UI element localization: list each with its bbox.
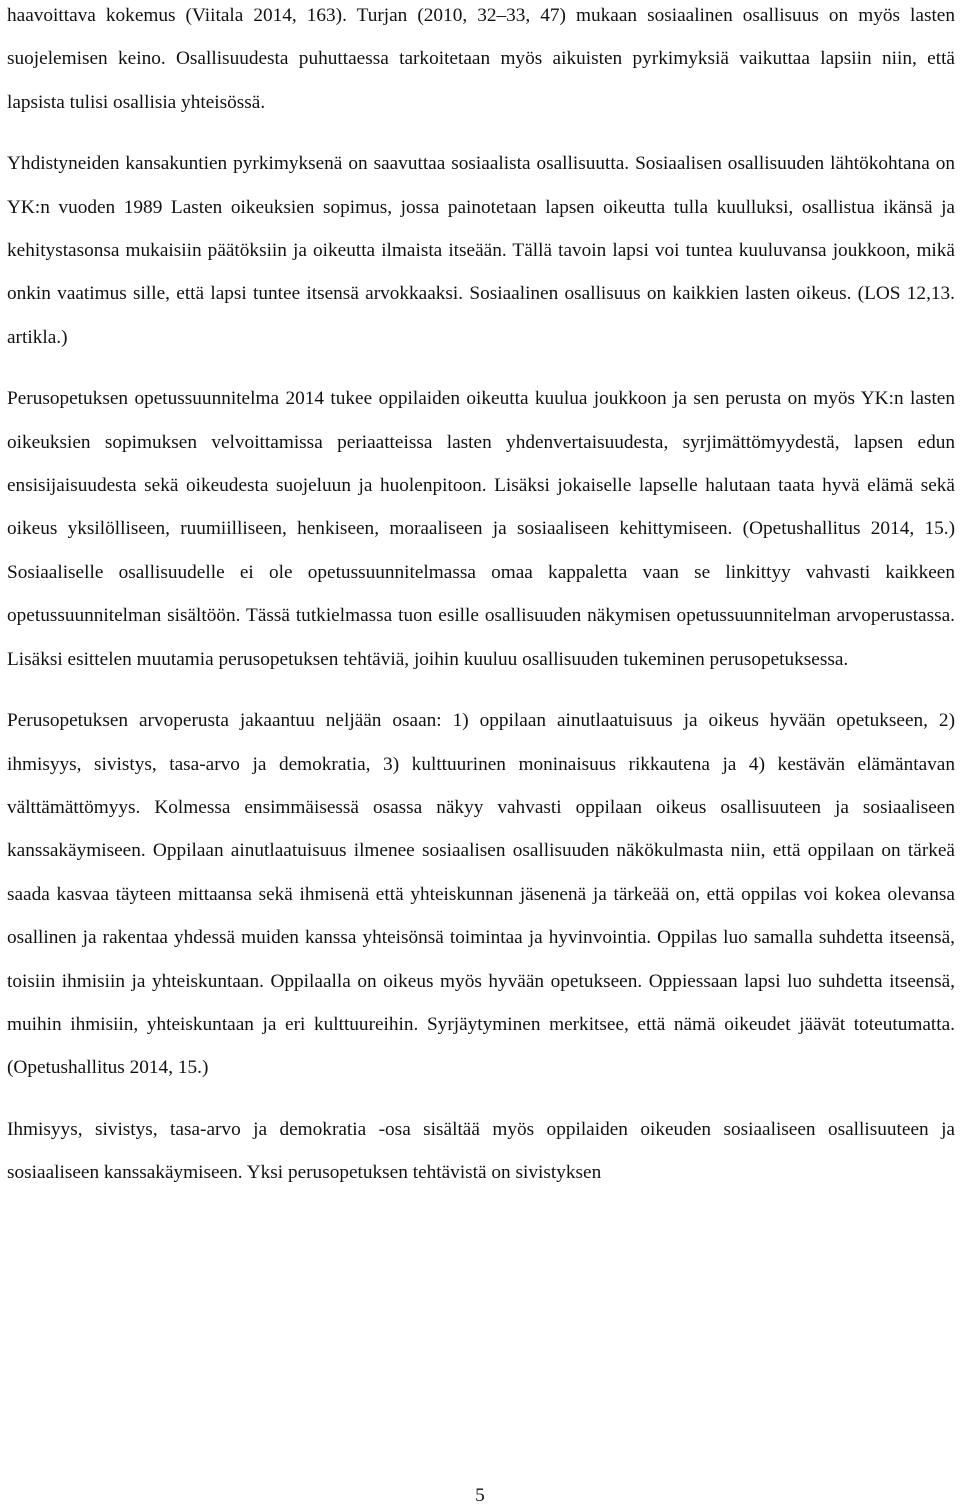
paragraph-3: Perusopetuksen opetussuunnitelma 2014 tukee oppilaiden oikeutta kuulua joukkoon ja sen perusta on myös YK:n lasten oikeuksien sopimuksen velvoittamissa periaatteissa lasten yhdenvertaisuudesta, syrjimättömyydestä, lapsen edun ensisijaisuudesta sekä oikeudesta suojeluun ja huolenpitoon. Lisäksi jokaiselle lapselle halutaan taata hyvä elämä sekä oikeus yksilölliseen, ruumiilliseen, henkiseen, moraaliseen ja sosiaaliseen kehittymiseen. (Opetushallitus 2014, 15.) Sosiaaliselle osallisuudelle ei ole opetussuunnitelmassa omaa kappaletta vaan se linkittyy vahvasti kaikkeen opetussuunnitelman sisältöön. Tässä tutkielmassa tuon esille osallisuuden näkymisen opetussuunnitelman arvoperustassa. Lisäksi esittelen muutamia perusopetuksen tehtäviä, joihin kuuluu osallisuuden tukeminen perusopetuksessa.: [7, 388, 955, 670]
paragraph-2: Yhdistyneiden kansakuntien pyrkimyksenä on saavuttaa sosiaalista osallisuutta. Sosiaalisen osallisuuden lähtökohtana on YK:n vuoden 1989 Lasten oikeuksien sopimus, jossa painotetaan lapsen oikeutta tulla kuulluksi, osallistua ikänsä ja kehitystasonsa mukaisiin päätöksiin ja oikeutta ilmaista itseään. Tällä tavoin lapsi voi tuntea kuuluvansa joukkoon, mikä onkin vaatimus sille, että lapsi tuntee itsensä arvokkaaksi. Sosiaalinen osallisuus on kaikkien lasten oikeus. (LOS 12,13. artikla.): [7, 153, 955, 348]
page-number: 5: [475, 1485, 485, 1506]
body-text: [7, 0, 955, 1195]
paragraph-5: Ihmisyys, sivistys, tasa-arvo ja demokratia -osa sisältää myös oppilaiden oikeuden sosiaaliseen osallisuuteen ja sosiaaliseen kanssakäymiseen. Yksi perusopetuksen tehtävistä on sivistyksen: [7, 1118, 955, 1184]
paragraph-1: haavoittava kokemus (Viitala 2014, 163). Turjan (2010, 32–33, 47) mukaan sosiaalinen osallisuus on myös lasten suojelemisen keino. Osallisuudesta puhuttaessa tarkoitetaan myös aikuisten pyrkimyksiä vaikuttaa lapsiin niin, että lapsista tulisi osallisia yhteisössä.: [7, 5, 955, 113]
paragraph-4: Perusopetuksen arvoperusta jakaantuu neljään osaan: 1) oppilaan ainutlaatuisuus ja oikeus hyvään opetukseen, 2) ihmisyys, sivistys, tasa-arvo ja demokratia, 3) kulttuurinen moninaisuus rikkautena ja 4) kestävän elämäntavan välttämättömyys. Kolmessa ensimmäisessä osassa näkyy vahvasti oppilaan oikeus osallisuuteen ja sosiaaliseen kanssakäymiseen. Oppilaan ainutlaatuisuus ilmenee sosiaalisen osallisuuden näkökulmasta niin, että oppilaan on tärkeä saada kasvaa täyteen mittaansa sekä ihmisenä että yhteiskunnan jäsenenä ja tärkeää on, että oppilas voi kokea olevansa osallinen ja rakentaa yhdessä muiden kanssa yhteisönsä toimintaa ja hyvinvointia. Oppilas luo samalla suhdetta itseensä, toisiin ihmisiin ja yhteiskuntaan. Oppilaalla on oikeus myös hyvään opetukseen. Oppiessaan lapsi luo suhdetta itseensä, muihin ihmisiin, yhteiskuntaan ja eri kulttuureihin. Syrjäytyminen merkitsee, että nämä oikeudet jäävät toteutumatta. (Opetushallitus 2014, 15.): [7, 710, 955, 1079]
